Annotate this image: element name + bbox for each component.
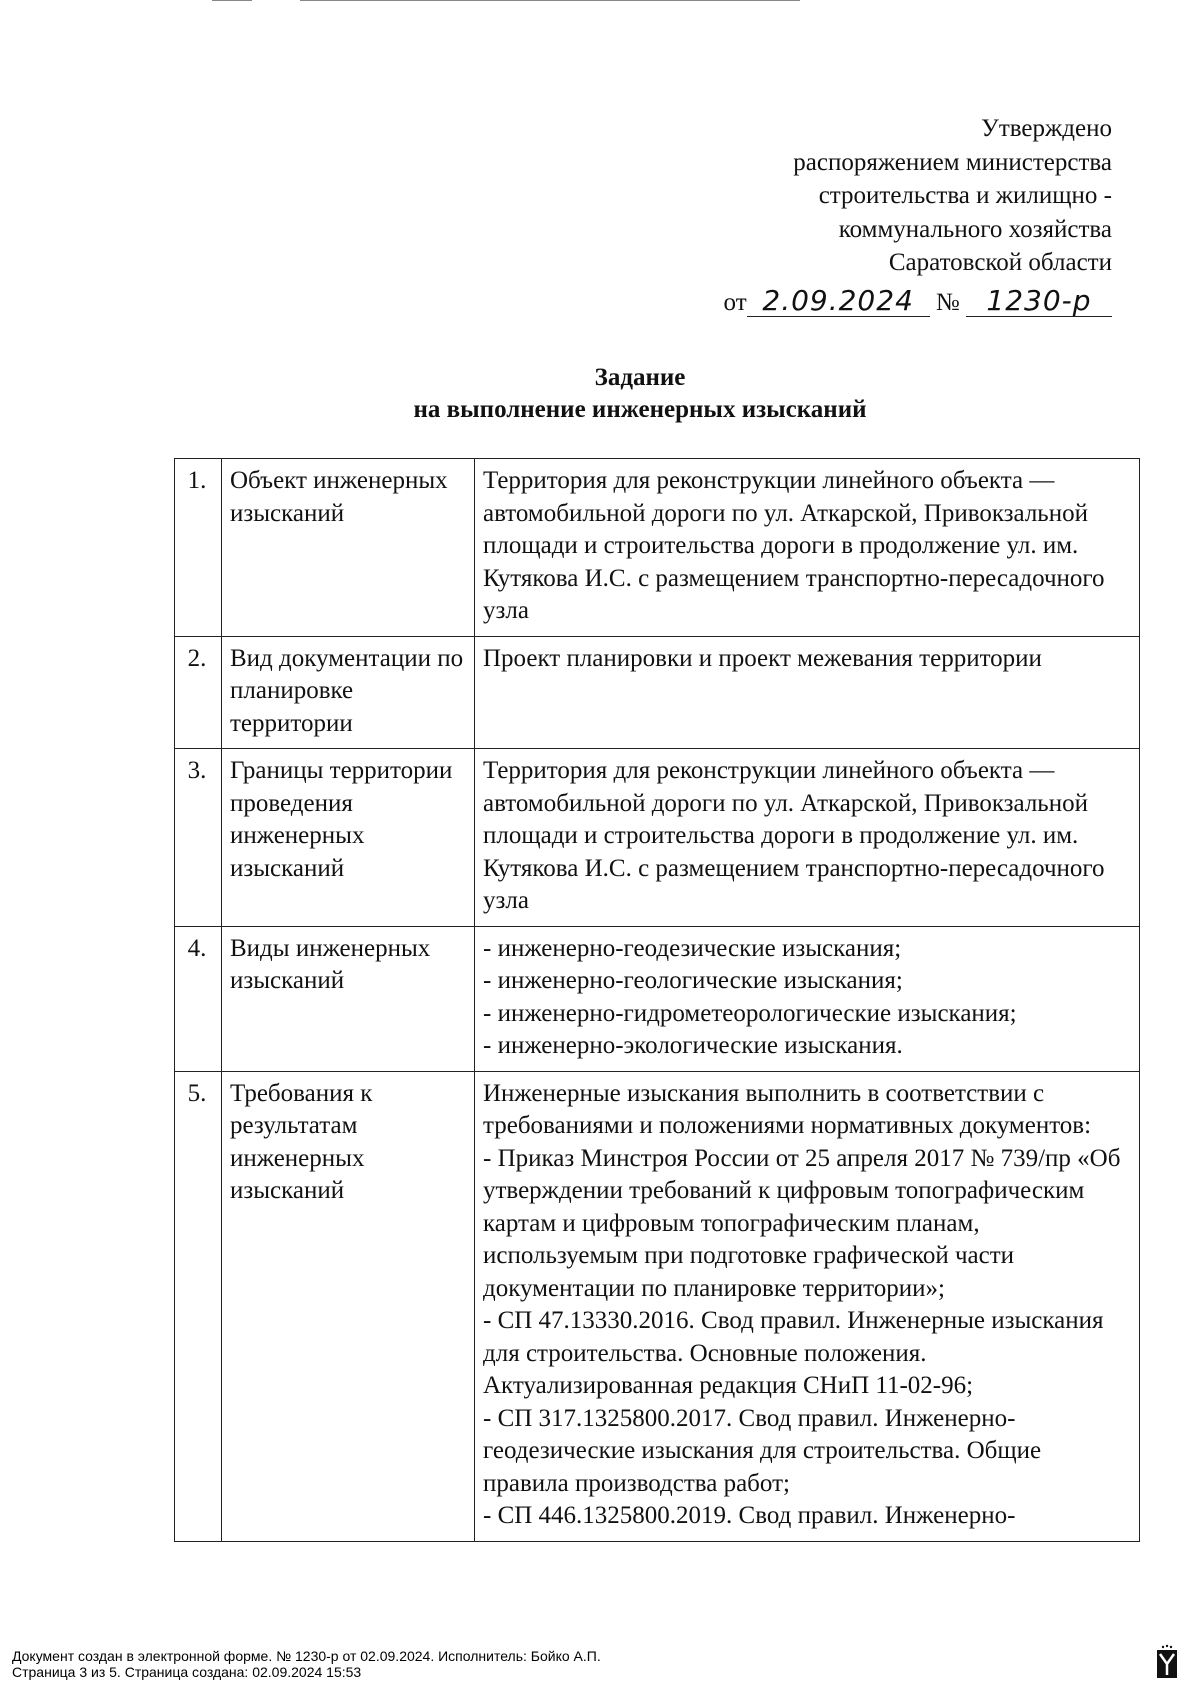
approval-line: Утверждено xyxy=(981,115,1112,142)
handwritten-date: 2.09.2024 xyxy=(747,286,930,317)
row-content xyxy=(475,459,1140,637)
handwritten-number: 1230-р xyxy=(966,286,1112,317)
row-label: Границы территории проведения инженерных изысканий xyxy=(222,749,475,927)
row-label: Объект инженерных изысканий xyxy=(222,459,475,637)
row-content xyxy=(475,926,1140,1071)
row-number: 3. xyxy=(175,749,222,927)
content-paragraph: Инженерные изыскания выполнить в соответствии с требованиями и положениями нормативных документов: xyxy=(483,1079,1092,1139)
task-table xyxy=(174,458,1140,1542)
row-number: 1. xyxy=(175,459,222,637)
content-paragraph: - инженерно-геологические изыскания; xyxy=(483,967,903,994)
approval-date-line xyxy=(652,283,1112,320)
row-content xyxy=(475,749,1140,927)
row-label: Требования к результатам инженерных изысканий xyxy=(222,1071,475,1541)
footer-line-2: Страница 3 из 5. Страница создана: 02.09.2024 15:53 xyxy=(12,1664,362,1680)
row-content xyxy=(475,636,1140,749)
table-row xyxy=(175,1071,1140,1541)
row-number: 2. xyxy=(175,636,222,749)
content-paragraph: Территория для реконструкции линейного объекта — автомобильной дороги по ул. Аткарской, Привокзальной площади и строительства дороги в продолжение ул. им. Кутякова И.С. с размещением транспортно-пересадочного узла xyxy=(483,467,1105,624)
scan-artifact-line xyxy=(300,0,800,1)
content-paragraph: - инженерно-экологические изыскания. xyxy=(483,1032,903,1059)
content-paragraph: Проект планировки и проект межевания территории xyxy=(483,644,1042,672)
approval-block xyxy=(652,112,1112,319)
row-label: Вид документации по планировке территории xyxy=(222,636,475,749)
content-paragraph: Территория для реконструкции линейного объекта — автомобильной дороги по ул. Аткарской, Привокзальной площади и строительства дороги в продолжение ул. им. Кутякова И.С. с размещением транспортно-пересадочного узла xyxy=(483,757,1105,914)
approval-line: строительства и жилищно - xyxy=(818,182,1112,209)
number-prefix: № xyxy=(935,288,960,316)
content-paragraph: - Приказ Минстроя России от 25 апреля 2017 № 739/пр «Об утверждении требований к цифровым топографическим картам и цифровым топографическим планам, используемым при подготовке графической части документации по планировке территории»; xyxy=(483,1144,1121,1302)
content-paragraph: - СП 317.1325800.2017. Свод правил. Инженерно-геодезические изыскания для строительства. Общие правила производства работ; xyxy=(483,1404,1042,1497)
document-title xyxy=(0,362,1200,426)
content-paragraph: - СП 47.13330.2016. Свод правил. Инженерные изыскания для строительства. Основные положения. Актуализированная редакция СНиП 11-02-96; xyxy=(483,1307,1104,1399)
content-paragraph: - инженерно-геодезические изыскания; xyxy=(483,934,902,962)
title-line-1: Задание xyxy=(594,364,686,391)
date-prefix: от xyxy=(723,288,747,316)
approval-line: коммунального хозяйства xyxy=(838,215,1112,243)
title-line-2: на выполнение инженерных изысканий xyxy=(413,396,867,423)
approval-line: Саратовской области xyxy=(888,249,1112,276)
footer-line-1: Документ создан в электронной форме. № 1230-р от 02.09.2024. Исполнитель: Бойко А.П. xyxy=(12,1648,601,1664)
content-paragraph: - инженерно-гидрометеорологические изыскания; xyxy=(483,999,1017,1027)
row-number: 5. xyxy=(175,1071,222,1541)
scan-artifact-line xyxy=(212,0,252,1)
table-row xyxy=(175,636,1140,749)
coat-of-arms-icon xyxy=(1156,1644,1178,1680)
row-number: 4. xyxy=(175,926,222,1071)
row-label: Виды инженерных изысканий xyxy=(222,926,475,1071)
table-row xyxy=(175,749,1140,927)
row-content xyxy=(475,1071,1140,1541)
content-paragraph: - СП 446.1325800.2019. Свод правил. Инженерно- xyxy=(483,1502,1016,1529)
document-footer xyxy=(12,1648,601,1680)
approval-line: распоряжением министерства xyxy=(793,148,1112,176)
table-row xyxy=(175,926,1140,1071)
table-row xyxy=(175,459,1140,637)
